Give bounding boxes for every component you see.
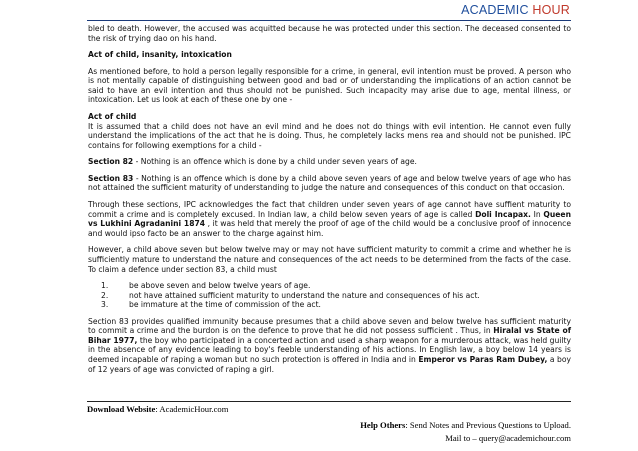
footer-download xyxy=(87,404,228,414)
section-82-label: Section 82 xyxy=(88,157,134,167)
s83-text-3: a boy of 12 years of age was convicted of raping a girl. xyxy=(88,354,571,374)
hiralal-case: Hiralal vs State of Bihar 1977, xyxy=(88,326,571,345)
section-83-label: Section 83 xyxy=(88,173,134,183)
intro-paragraph: bled to death. However, the accused was acquitted because he was protected under this section. The deceased consented to the risk of trying dao on his hand. xyxy=(88,24,571,43)
list-item xyxy=(88,291,571,301)
through-text-3: , it was held that merely the proof of age of the child would be a conclusive proof of innocence and would ipso facto be an answer to the charge against him. xyxy=(88,219,572,238)
mentioned-paragraph: As mentioned before, to hold a person legally responsible for a crime, in general, evil intention must be proved. A person who is not mentally capable of distinguishing between good and bad or of understanding the implications of an action cannot be said to have an evil intention and thus should not be punished. Such incapacity may arise due to age, mental illness, or intoxication. Let us look at each of these one by one - xyxy=(88,66,571,105)
section-82-paragraph xyxy=(88,157,571,167)
through-text-2: In xyxy=(530,209,544,219)
list-text: be immature at the time of commission of the act. xyxy=(129,300,321,310)
document-body xyxy=(88,24,571,381)
brand-hour: HOUR xyxy=(532,3,570,17)
brand-academic: ACADEMIC xyxy=(461,3,529,17)
brand-logo xyxy=(461,3,570,17)
help-line xyxy=(360,419,571,432)
section-83-immunity-paragraph xyxy=(88,317,571,374)
list-number: 2. xyxy=(101,290,109,300)
list-number: 1. xyxy=(101,281,109,291)
list-text: not have attained sufficient maturity to understand the nature and consequences of his act. xyxy=(129,290,480,300)
list-text: be above seven and below twelve years of age. xyxy=(129,281,311,291)
through-paragraph xyxy=(88,200,571,238)
help-label: Help Others xyxy=(360,420,406,430)
through-text-1: Through these sections, IPC acknowledges the fact that children under seven years of age cannot have suffient maturity to commit a crime and is completely excused. In Indian law, a child below seven years of age is called xyxy=(88,200,571,219)
section-82-text: - Nothing is an offence which is done by a child under seven years of age. xyxy=(133,157,417,167)
list-number: 3. xyxy=(101,300,109,310)
doli-incapax: Doli Incapax. xyxy=(475,209,531,219)
child-paragraph: It is assumed that a child does not have an evil mind and he does not do things with evil intention. He cannot even fully understand the implications of the act that he is doing. Thus, he completely lacks mens rea and should not be punished. IPC contains for following exemptions for a child - xyxy=(88,121,571,150)
queen-case: Queen vs Lukhini Agradanini 1874 xyxy=(88,209,571,229)
footer-help xyxy=(360,419,571,444)
download-value[interactable]: : AcademicHour.com xyxy=(155,404,229,414)
requirements-list xyxy=(88,281,571,310)
list-item xyxy=(88,300,571,310)
s83-text-1: Section 83 provides qualified immunity because presumes that a child above seven and below twelve has sufficient maturity to commit a crime and the burdon is on the defence to prove that he did not possess sufficient . Thus, in xyxy=(88,316,571,336)
section-83-text: - Nothing is an offence which is done by a child above seven years of age and below twelve years of age who has not attained the sufficient maturity of understanding to judge the nature and consequences of this conduct on that occasion. xyxy=(88,173,571,193)
section-83-paragraph xyxy=(88,174,571,193)
emperor-case: Emperor vs Paras Ram Dubey, xyxy=(418,354,548,364)
list-item xyxy=(88,281,571,291)
section-heading-main: Act of child, insanity, intoxication xyxy=(88,50,232,60)
subheading-act-of-child: Act of child xyxy=(88,112,137,122)
s83-text-2: the boy who participated in a concerted action and used a sharp weapon for a murderous attack, was held guilty in the absence of any evidence leading to boy's feeble understanding of his actions. In English law, a boy below 14 years is deemed incapable of raping a woman but no such protection is offered in India and in xyxy=(88,335,571,364)
however-paragraph: However, a child above seven but below twelve may or may not have sufficient maturity to commit a crime and whether he is sufficiently mature to understand the nature and consequences of the act needs to be determined from the facts of the case. To claim a defence under section 83, a child must xyxy=(88,245,571,274)
mail-line[interactable]: Mail to – query@academichour.com xyxy=(445,432,571,443)
footer-divider xyxy=(87,401,571,402)
header-divider xyxy=(87,20,571,21)
help-value: : Send Notes and Previous Questions to Upload. xyxy=(405,420,571,430)
download-label: Download Website xyxy=(87,404,156,414)
